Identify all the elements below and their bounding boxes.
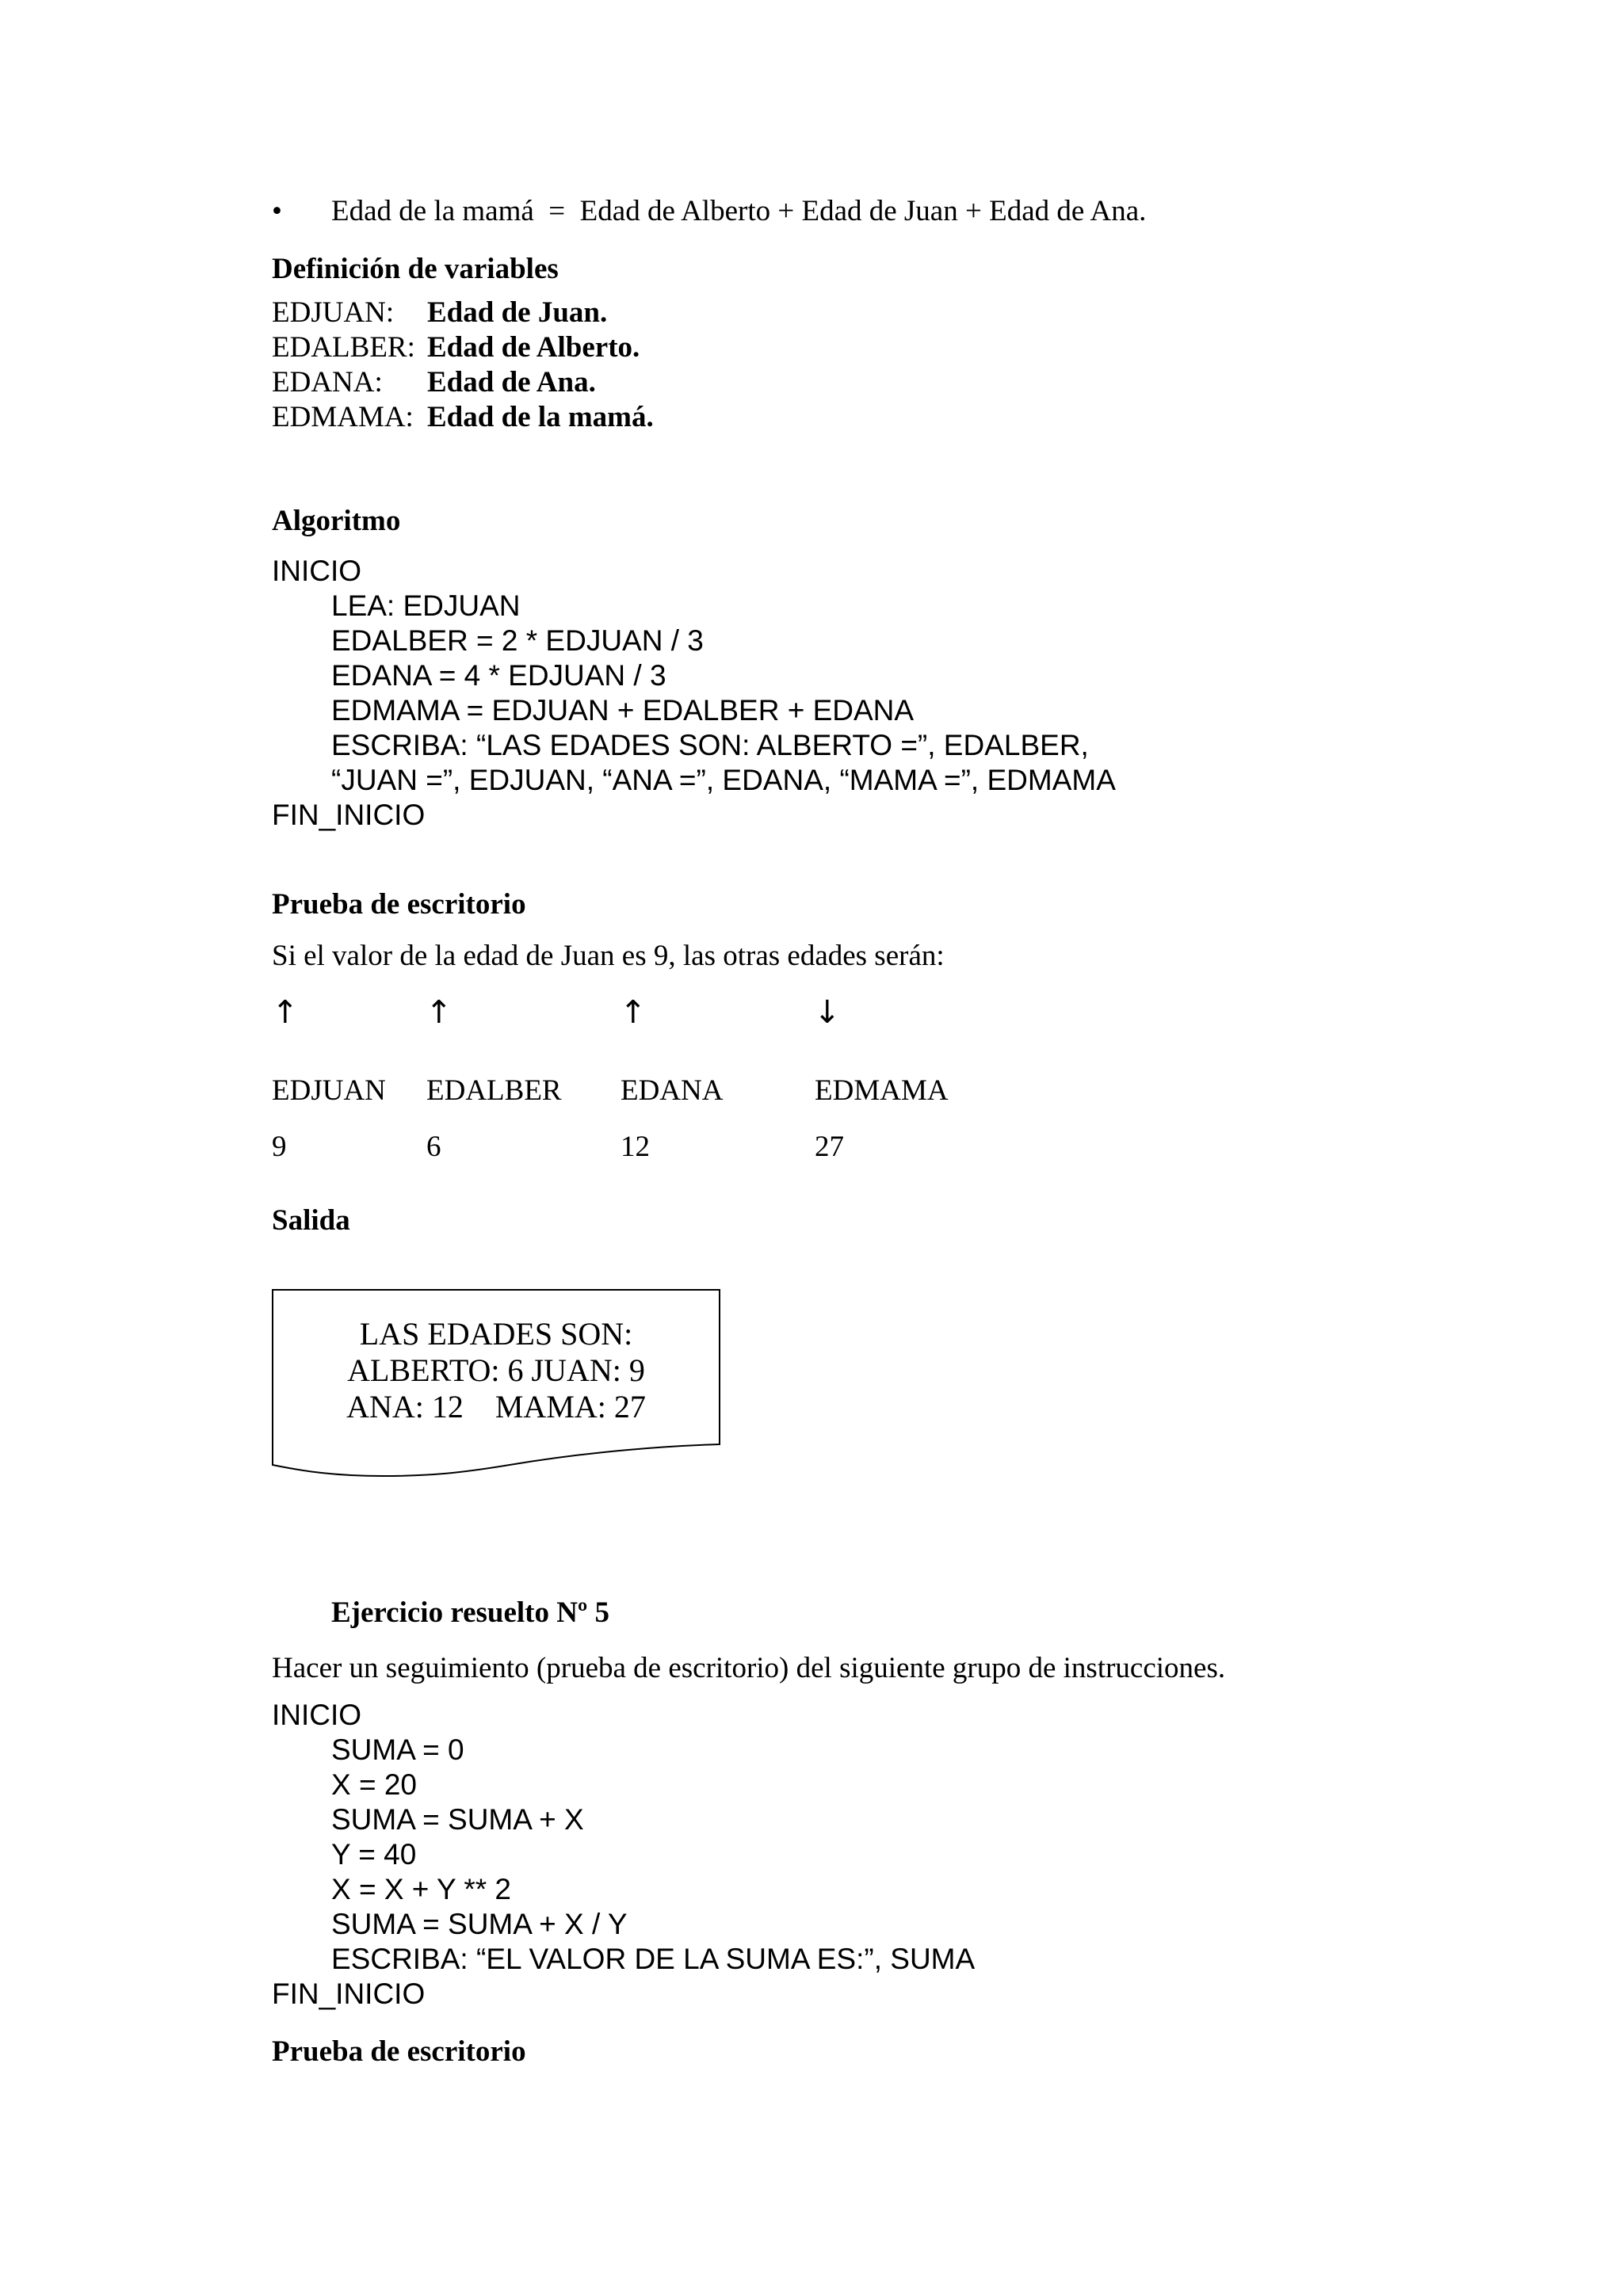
exercise-prompt: Hacer un seguimiento (prueba de escritorio) del siguiente grupo de instrucciones.: [272, 1652, 1226, 1684]
variables-heading: Definición de variables: [272, 253, 559, 285]
code-line: SUMA = SUMA + X: [331, 1803, 584, 1836]
code-start: INICIO: [272, 1699, 362, 1731]
algorithm-start: INICIO: [272, 555, 362, 587]
bullet-marker: •: [272, 195, 282, 227]
output-line: LAS EDADES SON:: [359, 1316, 633, 1352]
desk-test-intro: Si el valor de la edad de Juan es 9, las otras edades serán:: [272, 940, 945, 972]
variable-description: Edad de Ana.: [427, 366, 596, 399]
up-arrow-icon: ↑: [272, 994, 299, 1031]
exercise-desk-test-heading: Prueba de escritorio: [272, 2035, 526, 2068]
variable-description: Edad de Alberto.: [427, 331, 640, 364]
intro-bullet-text: Edad de la mamá = Edad de Alberto + Edad de Juan + Edad de Ana.: [331, 195, 1147, 227]
code-end: FIN_INICIO: [272, 1978, 426, 2010]
algorithm-line: EDANA = 4 * EDJUAN / 3: [331, 659, 666, 692]
desk-test-value: 9: [272, 1131, 287, 1163]
desk-test-heading: Prueba de escritorio: [272, 888, 526, 921]
variable-name: EDALBER:: [272, 331, 415, 364]
algorithm-heading: Algoritmo: [272, 505, 401, 537]
output-heading: Salida: [272, 1204, 350, 1237]
exercise-title: Ejercicio resuelto Nº 5: [331, 1596, 609, 1629]
output-line: ANA: 12 MAMA: 27: [346, 1389, 646, 1425]
code-line: X = X + Y ** 2: [331, 1873, 511, 1905]
desk-test-variable: EDALBER: [426, 1074, 562, 1107]
algorithm-line: EDALBER = 2 * EDJUAN / 3: [331, 624, 704, 657]
desk-test-variable: EDJUAN: [272, 1074, 386, 1107]
variable-name: EDANA:: [272, 366, 383, 399]
variable-name: EDJUAN:: [272, 296, 395, 329]
up-arrow-icon: ↑: [426, 994, 453, 1031]
algorithm-line: “JUAN =”, EDJUAN, “ANA =”, EDANA, “MAMA =”, EDMAMA: [331, 764, 1116, 796]
desk-test-value: 12: [621, 1131, 650, 1163]
algorithm-line: ESCRIBA: “LAS EDADES SON: ALBERTO =”, EDALBER,: [331, 729, 1089, 761]
output-line: ALBERTO: 6 JUAN: 9: [347, 1352, 645, 1388]
desk-test-value: 27: [815, 1131, 844, 1163]
variable-name: EDMAMA:: [272, 401, 414, 433]
algorithm-end: FIN_INICIO: [272, 799, 426, 831]
output-document-shape: [272, 1289, 720, 1479]
up-arrow-icon: ↑: [620, 994, 647, 1031]
variable-description: Edad de Juan.: [427, 296, 608, 329]
code-line: SUMA = 0: [331, 1733, 464, 1766]
algorithm-line: LEA: EDJUAN: [331, 589, 521, 622]
code-line: ESCRIBA: “EL VALOR DE LA SUMA ES:”, SUMA: [331, 1943, 976, 1975]
desk-test-variable: EDANA: [621, 1074, 724, 1107]
desk-test-value: 6: [426, 1131, 441, 1163]
variable-description: Edad de la mamá.: [427, 401, 654, 433]
code-line: X = 20: [331, 1768, 418, 1801]
desk-test-variable: EDMAMA: [815, 1074, 949, 1107]
down-arrow-icon: ↓: [814, 994, 841, 1031]
code-line: SUMA = SUMA + X / Y: [331, 1908, 628, 1940]
algorithm-line: EDMAMA = EDJUAN + EDALBER + EDANA: [331, 694, 915, 727]
code-line: Y = 40: [331, 1838, 417, 1871]
